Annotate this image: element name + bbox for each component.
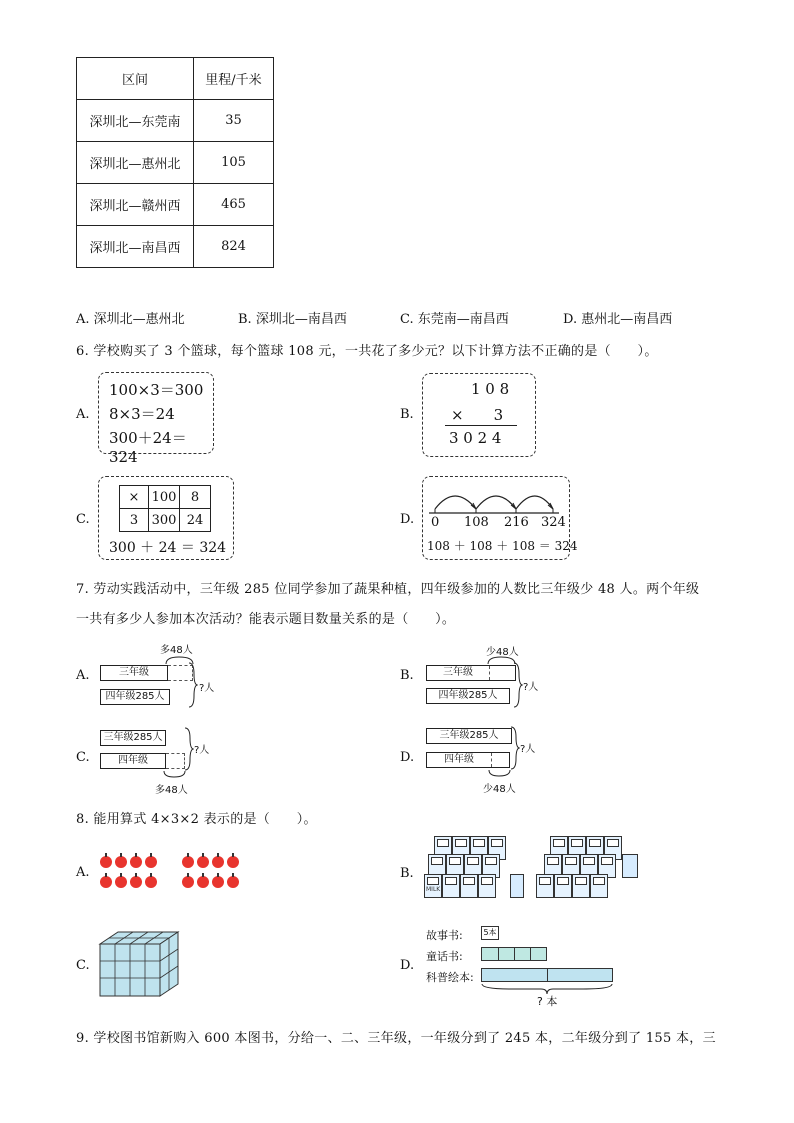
apple-icon: [197, 876, 209, 888]
q7-c-grade4-bar: 四年级: [100, 753, 166, 769]
apple-icon: [100, 856, 112, 868]
q6-b-top: 1 0 8: [471, 380, 510, 398]
q6-c-grid: [119, 485, 211, 532]
q7-a-grade4-bar: 四年级285人: [100, 689, 170, 705]
q7-b-divider: [489, 666, 490, 680]
q7-c-extension: [166, 753, 185, 769]
q7-b-grade3-bar: [426, 665, 516, 681]
milk-text: MILK: [426, 886, 441, 893]
q6-b-result: 3 0 2 4: [449, 429, 502, 447]
q7-d-right-brace: [510, 726, 520, 770]
table-cell: 深圳北—南昌西: [77, 226, 194, 268]
q6-a-line: 100×3＝300: [109, 381, 204, 399]
q7-d-less: 少48人: [483, 784, 516, 795]
q7-a-total: ?人: [199, 683, 215, 694]
q6-option-b-box: [422, 373, 536, 457]
apple-icon: [197, 856, 209, 868]
q8-label-c[interactable]: C.: [76, 958, 90, 973]
table-row: [77, 100, 274, 142]
q6-c-cell: 8: [180, 486, 211, 509]
q7-d-bottom-brace: [488, 769, 512, 779]
q7-c-more: 多48人: [155, 785, 188, 796]
milk-carton-side: [622, 854, 638, 878]
q8-label-a[interactable]: A.: [76, 865, 90, 880]
q6-label-a[interactable]: A.: [76, 407, 90, 422]
tick-label: 324: [541, 515, 566, 530]
table-row: [77, 184, 274, 226]
apple-icon: [212, 856, 224, 868]
q9-text: 9. 学校图书馆新购入 600 本图书，分给一、二、三年级，一年级分到了 245 本，二年级分到了 155 本，三: [76, 1031, 716, 1046]
apple-icon: [130, 876, 142, 888]
milk-boxes-group: [424, 836, 644, 908]
science-books-question: ? 本: [537, 995, 558, 1008]
q7-label-d[interactable]: D.: [400, 750, 415, 765]
tick-label: 108: [464, 515, 489, 530]
apple-icon: [227, 856, 239, 868]
q5-option-b[interactable]: B. 深圳北—南昌西: [238, 312, 347, 327]
table-cell: 深圳北—赣州西: [77, 184, 194, 226]
q6-c-line: 300 ＋ 24 ＝ 324: [109, 540, 227, 556]
milk-carton-icon: [478, 874, 496, 898]
milk-carton-icon: [460, 874, 478, 898]
table-cell: 824: [194, 226, 274, 268]
milk-carton-icon: [442, 874, 460, 898]
story-books-bar: 5本: [481, 926, 499, 940]
apple-icon: [100, 876, 112, 888]
q7-b-grade4-bar: 四年级285人: [426, 688, 510, 704]
milk-carton-icon: [590, 874, 608, 898]
q7-b-total: ?人: [523, 682, 539, 693]
apple-icon: [130, 856, 142, 868]
q7-d-divider: [491, 753, 492, 767]
q6-label-c[interactable]: C.: [76, 512, 90, 527]
q7-d-grade3-bar: 三年级285人: [426, 728, 512, 744]
q7-label-b[interactable]: B.: [400, 668, 414, 683]
q8-text: 8. 能用算式 4×3×2 表示的是（ ）。: [76, 812, 317, 827]
apple-icon: [227, 876, 239, 888]
q7-c-bottom-brace: [163, 770, 187, 780]
q6-text: 6. 学校购买了 3 个篮球，每个篮球 108 元，一共花了多少元？以下计算方法不正确的是（ ）。: [76, 344, 658, 359]
story-books-label: 故事书:: [426, 929, 463, 942]
milk-carton-icon: [572, 874, 590, 898]
q7-b-right-brace: [513, 662, 523, 708]
q7-c-grade3-bar: 三年级285人: [100, 730, 166, 746]
apple-icon: [115, 876, 127, 888]
fairy-books-label: 童话书:: [426, 950, 463, 963]
apple-icon: [145, 856, 157, 868]
milk-carton-icon: [536, 874, 554, 898]
science-books-label: 科普绘本:: [426, 971, 474, 984]
q6-label-d[interactable]: D.: [400, 512, 415, 527]
q5-option-c[interactable]: C. 东莞南—南昌西: [400, 312, 509, 327]
q7-d-grade4-bar: [426, 752, 510, 768]
q8-label-b[interactable]: B.: [400, 866, 414, 881]
table-header: 区间: [77, 58, 194, 100]
q7-b-grade3-label: 三年级: [443, 667, 473, 678]
table-cell: 465: [194, 184, 274, 226]
science-books-bar: [481, 968, 613, 982]
q7-c-total: ?人: [194, 745, 210, 756]
q6-b-rule: [445, 425, 517, 426]
q7-a-more: 多48人: [160, 645, 193, 656]
milk-carton-icon: [554, 874, 572, 898]
q7-label-a[interactable]: A.: [76, 668, 90, 683]
q6-label-b[interactable]: B.: [400, 407, 414, 422]
table-row: [77, 142, 274, 184]
q6-option-c-box: [98, 476, 234, 560]
q6-a-line: 300＋24＝324: [109, 429, 187, 466]
q7-text-line2: 一共有多少人参加本次活动？能表示题目数量关系的是（ ）。: [76, 612, 456, 627]
q5-option-d[interactable]: D. 惠州北—南昌西: [563, 312, 673, 327]
apples-group: [100, 852, 250, 892]
table-cell: 105: [194, 142, 274, 184]
apple-icon: [212, 876, 224, 888]
fairy-books-bar: [481, 947, 547, 961]
q7-a-right-brace: [188, 662, 198, 708]
q8-label-d[interactable]: D.: [400, 958, 415, 973]
q7-label-c[interactable]: C.: [76, 750, 90, 765]
tick-label: 0: [431, 515, 440, 530]
q7-d-total: ?人: [520, 744, 536, 755]
table-header-row: [77, 58, 274, 100]
cube-block: [98, 930, 186, 1000]
apple-icon: [182, 856, 194, 868]
table-header: 里程/千米: [194, 58, 274, 100]
apple-icon: [145, 876, 157, 888]
q6-c-cell: 3: [120, 509, 149, 532]
table-cell: 35: [194, 100, 274, 142]
q7-b-less: 少48人: [486, 647, 519, 658]
q6-option-a-box: [98, 372, 214, 466]
apple-icon: [115, 856, 127, 868]
q6-c-cell: ×: [120, 486, 149, 509]
q6-c-cell: 24: [180, 509, 211, 532]
q6-b-mid: × 3: [451, 406, 504, 424]
table-cell: 深圳北—东莞南: [77, 100, 194, 142]
q7-a-grade3-bar: 三年级: [100, 665, 168, 681]
milk-carton-side: [510, 874, 524, 898]
q5-option-a[interactable]: A. 深圳北—惠州北: [76, 312, 185, 327]
q6-option-d-box: [422, 476, 578, 560]
distance-table: [76, 57, 274, 268]
apple-icon: [182, 876, 194, 888]
tick-label: 216: [504, 515, 529, 530]
q7-text-line1: 7. 劳动实践活动中，三年级 285 位同学参加了蔬果种植，四年级参加的人数比三年级少 48 人。两个年级: [76, 582, 700, 597]
q7-d-grade4-label: 四年级: [444, 754, 474, 765]
q6-d-line: 108 ＋ 108 ＋ 108 ＝ 324: [427, 539, 578, 553]
q6-c-cell: 100: [149, 486, 180, 509]
table-cell: 深圳北—惠州北: [77, 142, 194, 184]
q7-c-right-brace: [184, 727, 194, 771]
q6-c-cell: 300: [149, 509, 180, 532]
table-row: [77, 226, 274, 268]
q6-a-line: 8×3＝24: [109, 405, 175, 423]
